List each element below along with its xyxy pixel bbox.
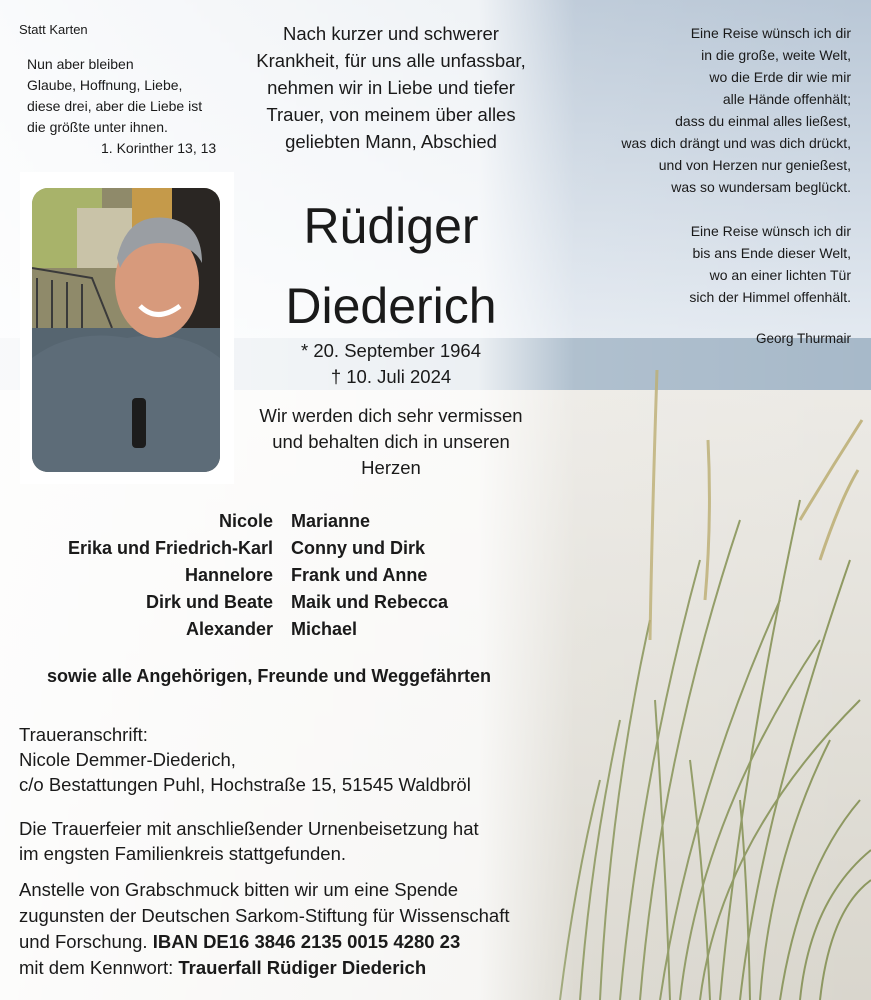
relatives-line: sowie alle Angehörigen, Freunde und Weggefährten [47,666,492,686]
deceased-name [236,186,546,346]
first-name: Rüdiger [303,198,479,254]
poem-line: bis ans Ende dieser Welt, [692,245,851,261]
intro-text [236,20,546,155]
verse-line: die größte unter ihnen. [27,119,168,135]
poem-line: und von Herzen nur genießest, [658,157,851,173]
family-member: Conny und Dirk [291,538,425,558]
verse-line: Glaube, Hoffnung, Liebe, [27,77,183,93]
keyword-prefix: mit dem Kennwort: [19,957,174,978]
ceremony-line: Die Trauerfeier mit anschließender Urnenbeisetzung hat [19,818,479,839]
family-member: Maik und Rebecca [291,592,449,612]
portrait-photo [32,188,220,472]
intro-line: nehmen wir in Liebe und tiefer [267,77,515,98]
verse-reference: 1. Korinther 13, 13 [101,140,217,156]
poem-line: sich der Himmel offenhält. [689,289,851,305]
verse-line: diese drei, aber die Liebe ist [27,98,203,114]
poem-line: wo die Erde dir wie mir [709,69,851,85]
family-member: Alexander [185,619,273,639]
poem-line: was so wundersam beglückt. [671,179,851,195]
donation-line [19,955,510,981]
poem-line: in die große, weite Welt, [701,47,851,63]
farewell-text [236,403,546,481]
poem-line: alle Hände offenhält; [722,91,851,107]
donation-line: zugunsten der Deutschen Sarkom-Stiftung für Wissenschaft [19,905,510,926]
last-name: Diederich [285,278,497,334]
mourning-address [19,722,471,797]
ceremony-note [19,816,479,866]
intro-line: geliebten Mann, Abschied [285,131,497,152]
poem-line: dass du einmal alles ließest, [675,113,851,129]
intro-line: Krankheit, für uns alle unfassbar, [256,50,526,71]
statt-karten-note: Statt Karten [19,22,88,37]
life-dates [236,338,546,390]
farewell-line: und behalten dich in unseren [272,431,510,452]
intro-line: Nach kurzer und schwerer [283,23,499,44]
family-names-left [68,508,273,643]
verse-line: Nun aber bleiben [27,56,134,72]
family-member: Erika und Friedrich-Karl [67,538,273,558]
poem-stanza-1 [551,22,851,198]
family-member: Hannelore [184,565,273,585]
farewell-line: Wir werden dich sehr vermissen [259,405,523,426]
farewell-line: Herzen [361,457,421,478]
bible-verse [27,54,216,159]
address-line: c/o Bestattungen Puhl, Hochstraße 15, 51545 Waldbröl [19,774,471,795]
family-member: Michael [291,619,358,639]
poem-line: was dich drängt und was dich drückt, [621,135,851,151]
poem-line: wo an einer lichten Tür [709,267,851,283]
poem-line: Eine Reise wünsch ich dir [690,25,851,41]
family-member: Marianne [291,511,371,531]
donation-line: Anstelle von Grabschmuck bitten wir um eine Spende [19,879,459,900]
family-member: Nicole [218,511,273,531]
poem-author: Georg Thurmair [755,331,851,346]
address-line: Traueranschrift: [19,724,148,745]
death-date: † 10. Juli 2024 [330,366,452,387]
ceremony-line: im engsten Familienkreis stattgefunden. [19,843,347,864]
birth-date: * 20. September 1964 [301,340,481,361]
family-member: Frank und Anne [291,565,428,585]
address-line: Nicole Demmer-Diederich, [19,749,236,770]
portrait-frame [20,172,234,484]
family-names-right [291,508,448,643]
poem-line: Eine Reise wünsch ich dir [690,223,851,239]
intro-line: Trauer, von meinem über alles [266,104,516,125]
poem-stanza-2 [551,220,851,308]
donation-line [19,929,510,955]
donation-prefix: und Forschung. [19,931,148,952]
donation-keyword: Trauerfall Rüdiger Diederich [178,957,427,978]
donation-note [19,877,510,981]
iban: IBAN DE16 3846 2135 0015 4280 23 [152,931,461,952]
family-member: Dirk und Beate [145,592,273,612]
